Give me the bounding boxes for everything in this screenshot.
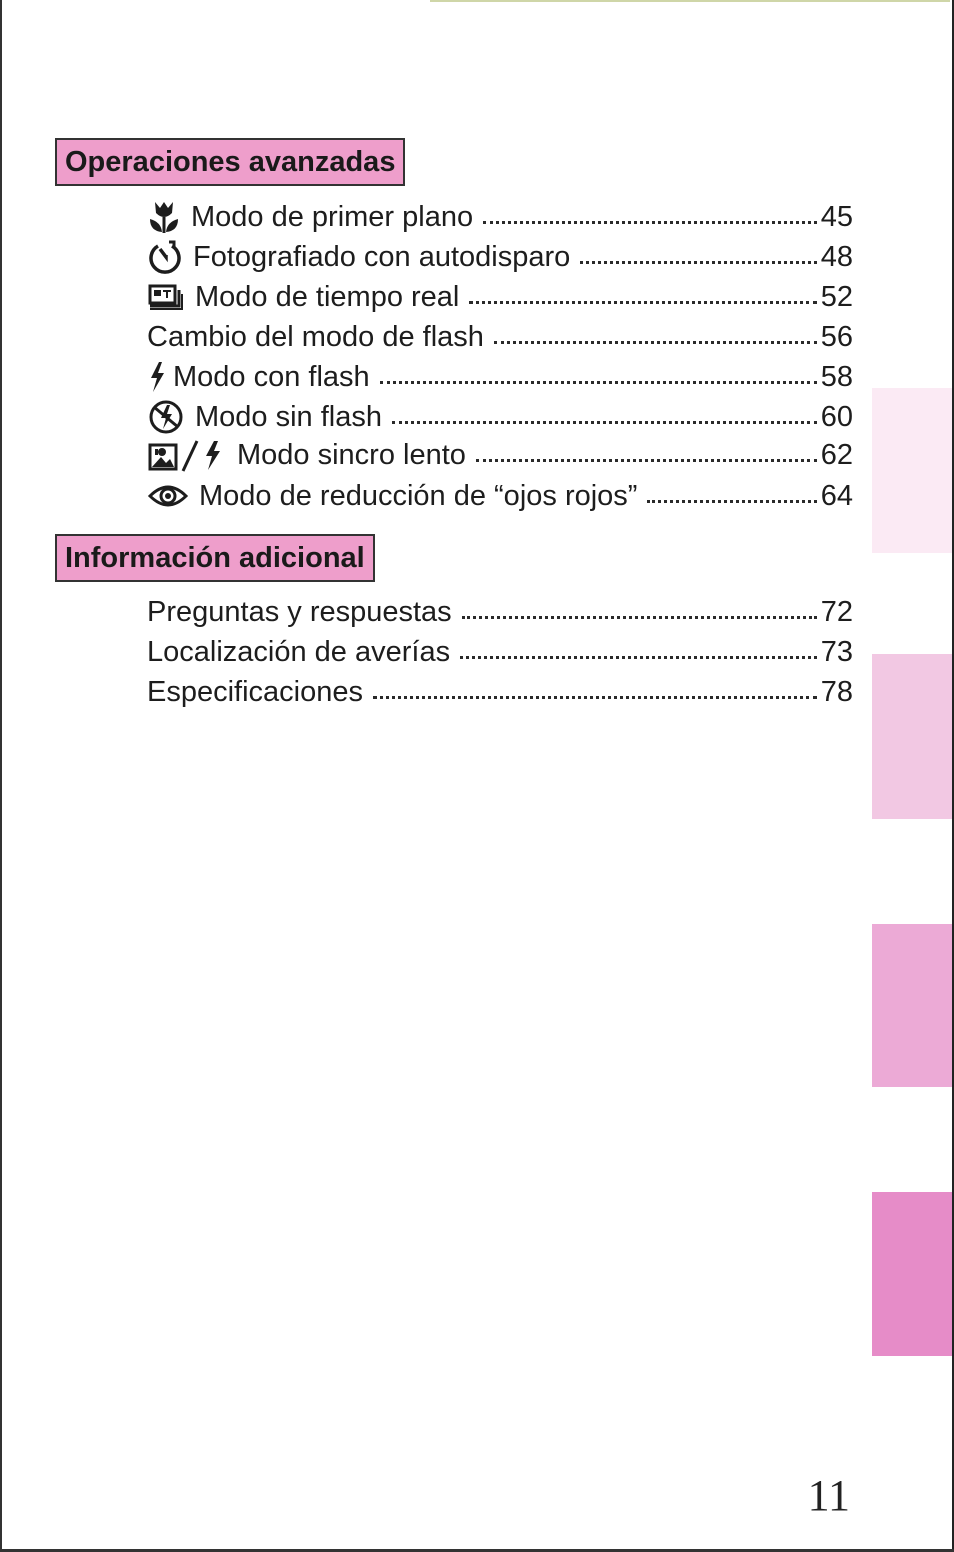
- slow-sync-icon: [147, 437, 227, 473]
- toc-entry-page: 73: [820, 635, 853, 668]
- toc-entry[interactable]: [147, 399, 853, 435]
- toc-entry-page: 62: [820, 438, 853, 471]
- toc-entry-page: 64: [820, 479, 853, 512]
- leader-dots: [580, 261, 816, 264]
- top-edge-line: [430, 0, 950, 2]
- chapter-tab-3: [872, 924, 952, 1087]
- macro-flower-icon: [147, 199, 181, 235]
- toc-entry[interactable]: [147, 674, 853, 710]
- flash-off-icon: [147, 399, 185, 435]
- leader-dots: [460, 656, 817, 659]
- toc-entry-label: Fotografiado con autodisparo: [193, 240, 571, 273]
- toc-entry-label: Modo con flash: [173, 360, 370, 393]
- leader-dots: [462, 616, 817, 619]
- section-title-additional-information: Información adicional: [55, 534, 375, 582]
- toc-entry-label: Cambio del modo de flash: [147, 320, 484, 353]
- toc-entry[interactable]: [147, 239, 853, 275]
- chapter-tab-4: [872, 1192, 952, 1356]
- leader-dots: [380, 381, 817, 384]
- self-timer-icon: [147, 239, 183, 275]
- toc-entry-label: Modo de tiempo real: [195, 280, 460, 313]
- red-eye-icon: [147, 481, 189, 511]
- toc-entry-label: Localización de averías: [147, 635, 451, 668]
- leader-dots: [647, 500, 816, 503]
- toc-entry[interactable]: [147, 199, 853, 235]
- toc-entry-label: Modo sincro lento: [237, 438, 466, 471]
- toc-entry[interactable]: [147, 634, 853, 670]
- left-edge-line: [0, 0, 2, 1552]
- page-number: 11: [807, 1471, 850, 1520]
- toc-entry-label: Modo de reducción de “ojos rojos”: [199, 479, 638, 512]
- leader-dots: [483, 221, 817, 224]
- toc-entry-label: Modo de primer plano: [191, 200, 474, 233]
- toc-entry[interactable]: [147, 359, 853, 395]
- toc-entry[interactable]: [147, 594, 853, 630]
- toc-entry-page: 58: [820, 360, 853, 393]
- toc-entry-page: 48: [820, 240, 853, 273]
- toc-entry-page: 72: [820, 595, 853, 628]
- flash-bolt-icon: [147, 360, 167, 394]
- toc-entry[interactable]: [147, 319, 853, 355]
- chapter-tab-2: [872, 654, 952, 819]
- section-title-advanced-operations: Operaciones avanzadas: [55, 138, 405, 186]
- toc-entry[interactable]: [147, 478, 853, 514]
- leader-dots: [476, 459, 817, 462]
- toc-entry[interactable]: [147, 279, 853, 315]
- leader-dots: [373, 696, 817, 699]
- toc-entry-label: Modo sin flash: [195, 400, 382, 433]
- toc-entry[interactable]: [147, 437, 853, 473]
- leader-dots: [469, 301, 816, 304]
- toc-entry-page: 78: [820, 675, 853, 708]
- toc-entry-page: 52: [820, 280, 853, 313]
- toc-entry-page: 56: [820, 320, 853, 353]
- leader-dots: [494, 341, 817, 344]
- real-time-mode-icon: [147, 282, 185, 312]
- toc-entry-label: Preguntas y respuestas: [147, 595, 452, 628]
- chapter-tab-1: [872, 388, 952, 553]
- toc-entry-page: 45: [820, 200, 853, 233]
- toc-entry-page: 60: [820, 400, 853, 433]
- toc-entry-label: Especificaciones: [147, 675, 363, 708]
- leader-dots: [392, 421, 817, 424]
